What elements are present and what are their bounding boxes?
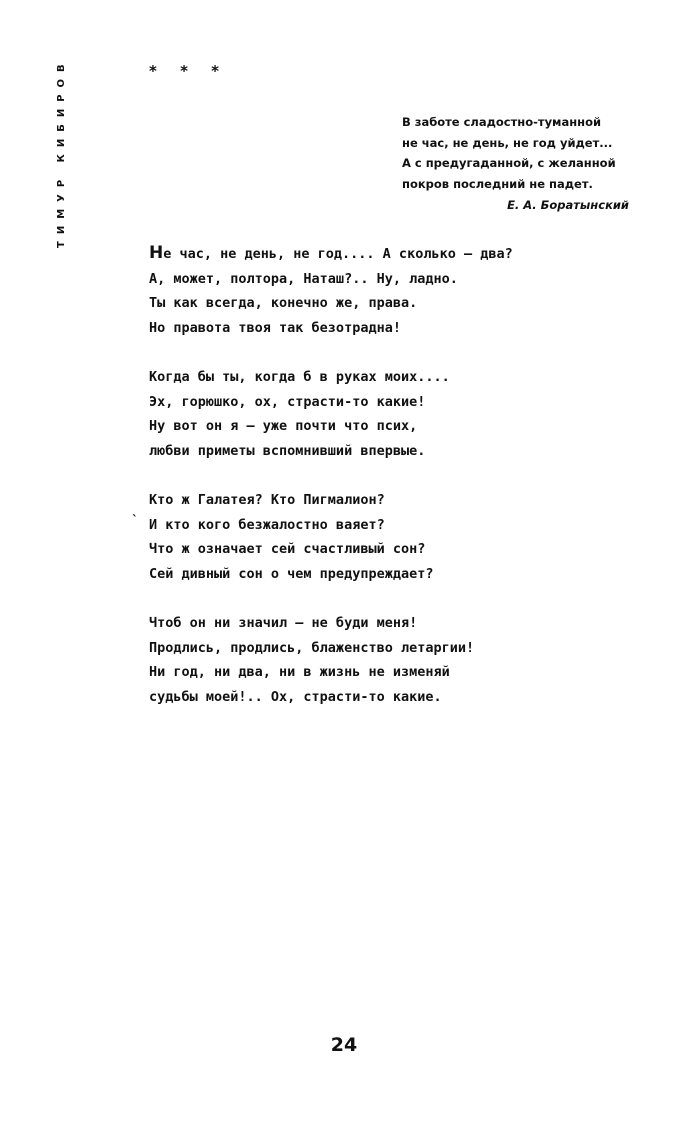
poem-line: судьбы моей!.. Ох, страсти-то какие. — [149, 688, 442, 705]
epigraph-attribution: Е. А. Боратынский — [507, 198, 629, 212]
stanza — [149, 365, 569, 463]
poem-line: Чтоб он ни значил — не буди меня! — [149, 614, 418, 631]
poem-first-line — [149, 241, 569, 267]
poem-body — [149, 241, 569, 734]
epigraph — [402, 112, 642, 216]
poem-line: Ну вот он я — уже почти что псих, — [149, 418, 418, 435]
poem-line: Когда бы ты, когда б в руках моих.... — [149, 368, 450, 385]
stanza — [149, 241, 569, 340]
poem-line: Сей дивный сон о чем предупреждает? — [149, 565, 434, 582]
epigraph-line: не час, не день, не год уйдет... — [402, 135, 613, 150]
margin-tick-mark: ˋ — [132, 513, 138, 527]
epigraph-line: покров последний не падет. — [402, 176, 593, 191]
poem-line: Ты как всегда, конечно же, права. — [149, 295, 418, 312]
drop-cap: Н — [149, 243, 164, 263]
poem-marker: * * * — [149, 62, 228, 80]
page-number: 24 — [330, 1034, 358, 1056]
stanza — [149, 611, 569, 709]
poem-line: Кто ж Галатея? Кто Пигмалион? — [149, 491, 385, 508]
poem-line: Но правота твоя так безотрадна! — [149, 319, 401, 336]
poem-line: Ни год, ни два, ни в жизнь не изменяй — [149, 664, 450, 681]
poem-line: А, может, полтора, Наташ?.. Ну, ладно. — [149, 270, 458, 287]
poem-line: любви приметы вспомнивший впервые. — [149, 442, 426, 459]
poem-line: Что ж означает сей счастливый сон? — [149, 541, 426, 558]
poem-line: Эх, горюшко, ох, страсти-то какие! — [149, 393, 426, 410]
first-line-text: е час, не день, не год.... А сколько — два? — [163, 246, 513, 262]
epigraph-line: А с предугаданной, с желанной — [402, 156, 616, 170]
epigraph-line: В заботе сладостно-туманной — [402, 115, 602, 129]
poem-line: И кто кого безжалостно ваяет? — [149, 516, 385, 533]
poem-line: Продлись, продлись, блаженство летаргии! — [149, 639, 475, 656]
running-header-author: ТИМУР КИБИРОВ — [56, 57, 67, 248]
stanza — [149, 488, 569, 586]
